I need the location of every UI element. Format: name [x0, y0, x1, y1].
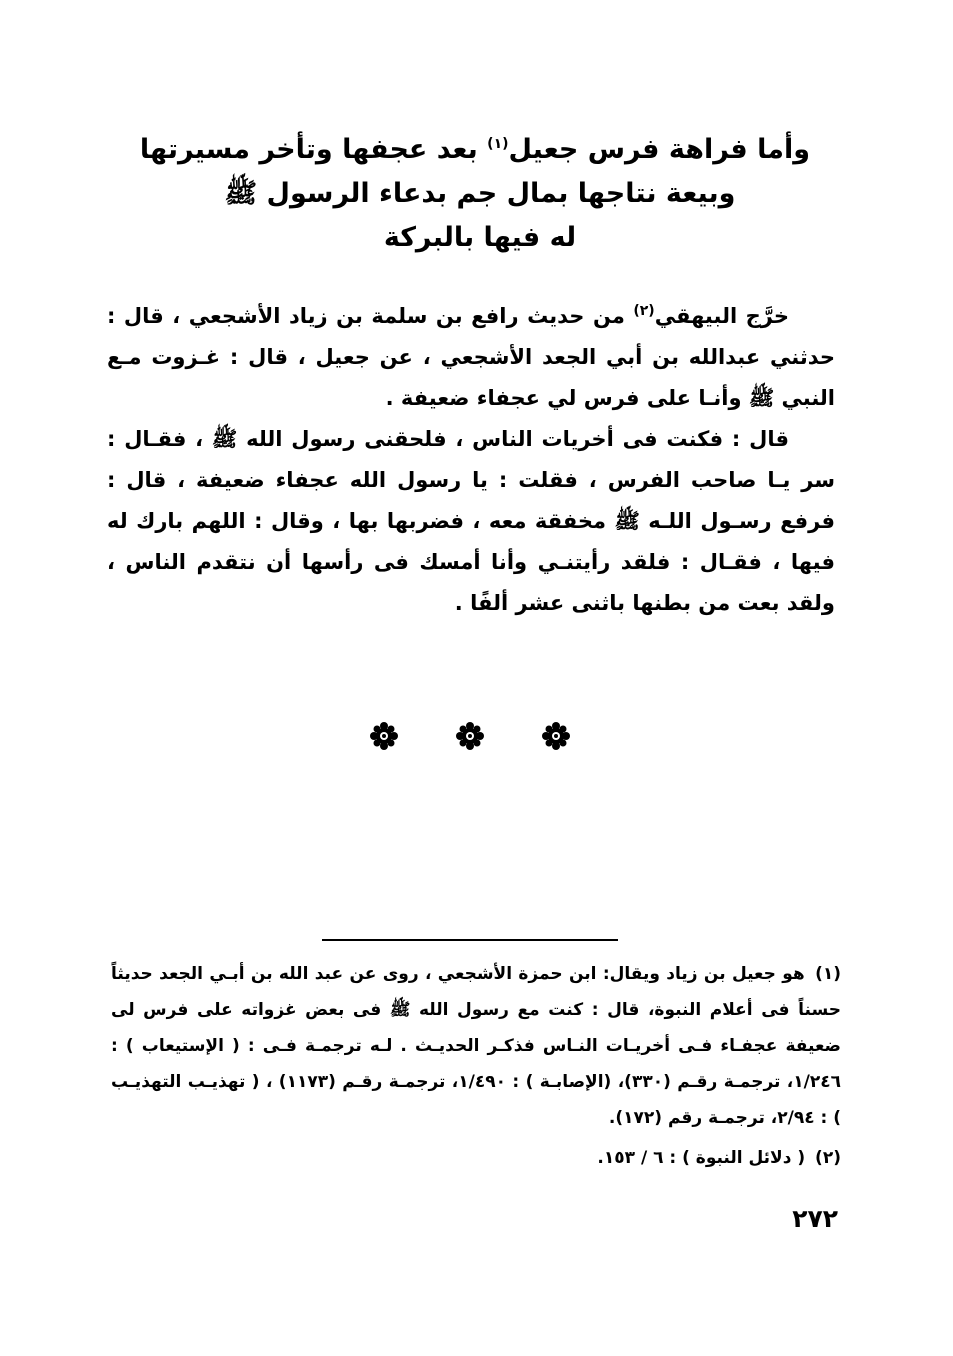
footnote-2-number: (٢): [815, 1148, 841, 1168]
footnotes: [111, 956, 841, 1176]
main-text: [107, 296, 835, 624]
floral-ornament-icon: [370, 722, 398, 750]
footnote-1-number: (١): [815, 964, 842, 984]
footnote-2: [111, 1140, 841, 1176]
footnote-separator: [322, 939, 618, 941]
footnote-ref-2: (٢): [633, 303, 655, 319]
heading-line-1: [139, 128, 810, 172]
footnote-1: [111, 956, 841, 1136]
footnote-1-text: هو جعيل بن زياد ويقال: ابن حمزة الأشجعي ، روى عن عبد الله بن أبـي الجعد حديثاً حسناً فى أعلام النبوة، قال : كنت مع رسول الله ﷺ فى بعض غزواته على فرس لى ضعيفة عجفـاء فـى أخريـات النـاس فذكـر الحديـث . لـه ترجمـة فـى : ( الإستيعاب ) : ١/٢٤٦، ترجمـة رقـم (٣٣٠)، (الإصابـة ) : ١/٤٩٠، ترجمـة رقـم (١١٧٣) ، ( تهذيـب التهذيـب ) : ٢/٩٤، ترجمـة رقم (١٧٢).: [111, 964, 841, 1128]
heading-line-2: وبيعة نتاجها بمال جم بدعاء الرسول ﷺ: [224, 178, 736, 209]
section-heading: [139, 128, 810, 260]
page-number: ٢٧٢: [792, 1204, 838, 1233]
paragraph-1-start: خرَّج البيهقي: [654, 304, 789, 328]
footnote-ref-1: (١): [487, 136, 509, 152]
paragraph-1: [107, 296, 835, 419]
heading-line-1-rest: بعد عجفها وتأخر مسيرتها: [139, 134, 488, 165]
heading-line-3: له فيها بالبركة: [383, 222, 577, 253]
floral-ornament-icon: [456, 722, 484, 750]
paragraph-2: قال : فكنت فى أخريات الناس ، فلحقنى رسول الله ﷺ ، فقـال : سر يـا صاحب الفرس ، فقلت : يا رسول الله عجفاء ضعيفة ، قال : فرفع رسـول اللـه ﷺ مخفقة معه ، فضربها بها ، وقال : اللهم بارك له فيها ، فقـال : فلقد رأيتنـي وأنا أمسك فى رأسها أن نتقدم الناس ، ولقد بعت من بطنها باثنى عشر ألفًا .: [107, 427, 835, 615]
section-divider-ornaments: [370, 722, 570, 750]
floral-ornament-icon: [542, 722, 570, 750]
footnote-2-text: ( دلائل النبوة ) : ٦ / ١٥٣.: [597, 1148, 806, 1168]
heading-line-1-text: وأما فراهة فرس جعيل: [508, 134, 810, 165]
paragraph-1-rest: من حديث رافع بن سلمة بن زياد الأشجعي ، قال : حدثني عبدالله بن أبي الجعد الأشجعي ، عن جعيل ، قال : غـزوت مـع النبي ﷺ وأنـا على فرس لي عجفاء ضعيفة .: [107, 304, 835, 410]
